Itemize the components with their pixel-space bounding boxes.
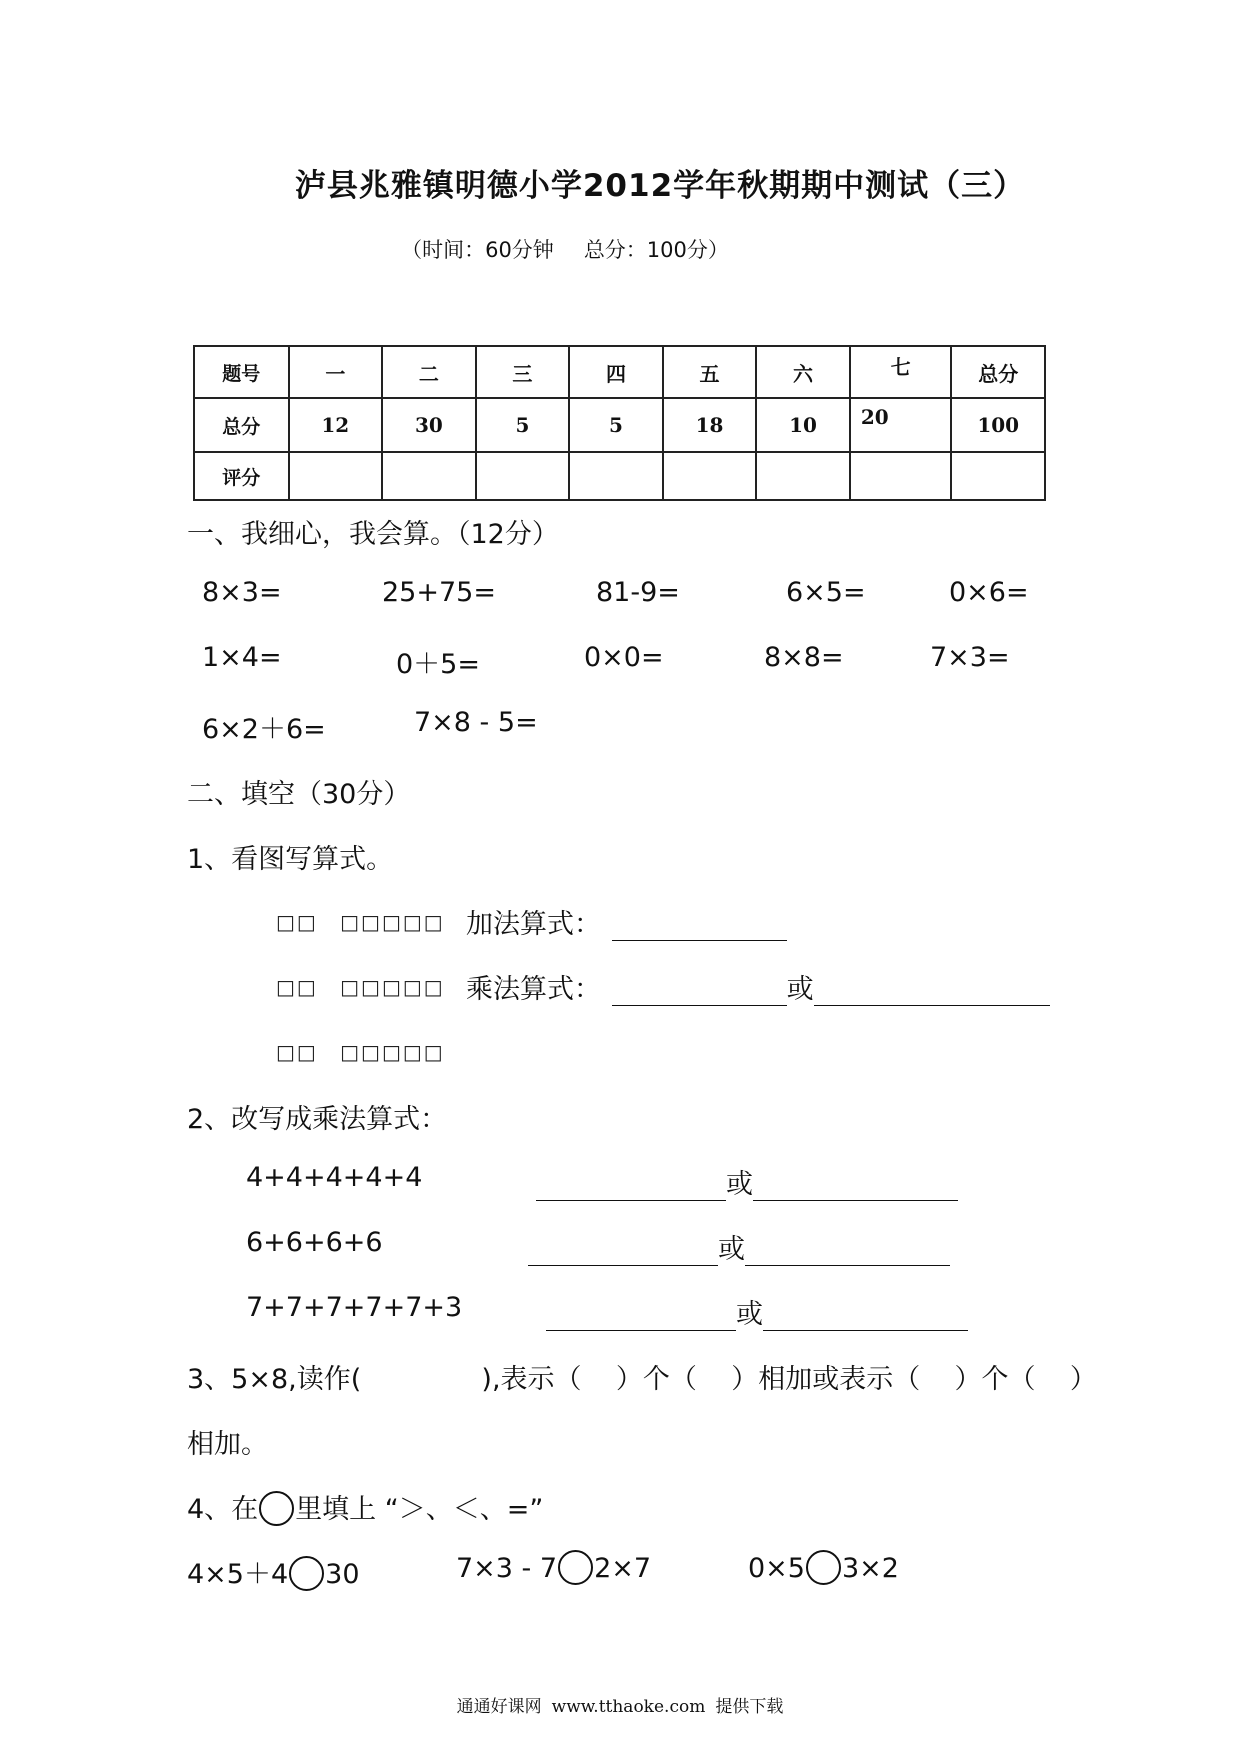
table-cell: 20 [850,398,952,452]
table-cell: 一 [289,346,383,398]
calc-item: 8×3= [202,577,282,608]
compare-item [748,1552,899,1587]
table-cell: 四 [569,346,663,398]
or-text: 或 [726,1169,753,1200]
q3-text: 3、5×8,读作( ),表示（ ）个（ ）相加或表示（ ）个（ ） [187,1364,1097,1395]
square-figure-row [276,975,445,999]
addition-expression: 4+4+4+4+4 [246,1162,423,1193]
addition-expression: 6+6+6+6 [246,1227,383,1258]
q2-label: 2、改写成乘法算式： [187,1104,448,1135]
table-cell: 5 [476,398,570,452]
grade-cell[interactable] [476,452,570,500]
compare-item [187,1552,360,1593]
compare-circle[interactable] [289,1556,324,1591]
grade-cell[interactable] [663,452,757,500]
table-cell: 六 [756,346,850,398]
add-formula-label: 加法算式： [466,909,601,940]
table-cell: 评分 [194,452,289,500]
rewrite-answer-blank[interactable] [546,1300,736,1331]
square-group: □□ [276,1040,318,1064]
rewrite-answer-blank-alt[interactable] [753,1170,958,1201]
rewrite-answer-blank-alt[interactable] [745,1235,950,1266]
calc-item: 6×5= [786,577,866,608]
calc-item: 0×0= [584,642,664,673]
compare-item [456,1552,651,1587]
table-cell: 18 [663,398,757,452]
table-row-header [194,346,1045,398]
or-text: 或 [786,974,814,1005]
calc-item: 81-9= [596,577,680,608]
add-answer-blank[interactable] [612,910,787,941]
calc-item: 1×4= [202,642,282,673]
table-cell: 五 [663,346,757,398]
footer-site-name: 通通好课网 [456,1697,542,1717]
compare-circle[interactable] [558,1550,593,1585]
table-cell: 七 [850,346,952,398]
table-cell: 总分 [951,346,1045,398]
footer-suffix: 提供下载 [715,1697,784,1717]
square-group: □□ [276,975,318,999]
circle-icon [259,1491,294,1526]
square-group: □□□□□ [340,1040,445,1064]
rewrite-answer-row [536,1162,958,1201]
calc-item: 0×6= [949,577,1029,608]
square-figure-row [276,910,445,934]
table-cell: 100 [951,398,1045,452]
score-table [193,345,1046,501]
calc-item: 8×8= [764,642,844,673]
exam-total: 总分：100分） [583,238,729,262]
grade-cell[interactable] [569,452,663,500]
page-footer [0,1692,1240,1717]
compare-right: 3×2 [841,1553,899,1584]
q3-text-continued: 相加。 [187,1429,268,1460]
calc-item: 0＋5= [396,649,480,680]
q4-label [187,1487,543,1528]
footer-url: www.tthaoke.com [551,1697,706,1717]
compare-left: 4×5＋4 [187,1559,289,1590]
rewrite-answer-row [546,1292,968,1331]
grade-cell[interactable] [382,452,476,500]
table-cell: 三 [476,346,570,398]
table-row-points [194,398,1045,452]
section1-heading: 一、我细心，我会算。（12分） [187,519,559,550]
compare-right: 2×7 [594,1553,652,1584]
section2-heading: 二、填空（30分） [187,779,411,810]
page-title: 泸县兆雅镇明德小学2012学年秋期期中测试（三） [294,168,1026,204]
mul-answer-blank-alt[interactable] [814,975,1050,1006]
mul-formula-row [466,967,1050,1006]
compare-left: 0×5 [748,1553,805,1584]
q4-label-prefix: 4、在 [187,1494,259,1525]
grade-cell[interactable] [756,452,850,500]
compare-left: 7×3 - 7 [456,1553,558,1584]
square-figure-row [276,1040,445,1064]
rewrite-answer-blank-alt[interactable] [763,1300,968,1331]
grade-cell[interactable] [289,452,383,500]
square-group: □□ [276,910,318,934]
grade-cell[interactable] [951,452,1045,500]
mul-answer-blank[interactable] [612,975,787,1006]
compare-right: 30 [325,1559,360,1590]
table-row-grade [194,452,1045,500]
rewrite-answer-row [528,1227,950,1266]
table-cell: 12 [289,398,383,452]
compare-circle[interactable] [806,1550,841,1585]
rewrite-answer-blank[interactable] [528,1235,718,1266]
calc-item: 7×8 - 5= [414,707,538,738]
table-cell: 5 [569,398,663,452]
grade-cell[interactable] [850,452,952,500]
exam-subtitle [0,234,1240,264]
table-cell: 10 [756,398,850,452]
calc-item: 25+75= [382,577,496,608]
q1-label: 1、看图写算式。 [187,844,394,875]
table-cell: 总分 [194,398,289,452]
exam-time: （时间：60分钟 [401,238,554,262]
calc-item: 6×2＋6= [202,714,326,745]
table-cell: 二 [382,346,476,398]
addition-expression: 7+7+7+7+7+3 [246,1292,463,1323]
or-text: 或 [736,1299,763,1330]
table-cell: 30 [382,398,476,452]
table-cell: 题号 [194,346,289,398]
add-formula-row [466,902,787,941]
q4-label-suffix: 里填上 “＞、＜、=” [295,1494,544,1525]
mul-formula-label: 乘法算式： [466,974,601,1005]
calc-item: 7×3= [930,642,1010,673]
or-text: 或 [718,1234,745,1265]
square-group: □□□□□ [340,975,445,999]
square-group: □□□□□ [340,910,445,934]
rewrite-answer-blank[interactable] [536,1170,726,1201]
